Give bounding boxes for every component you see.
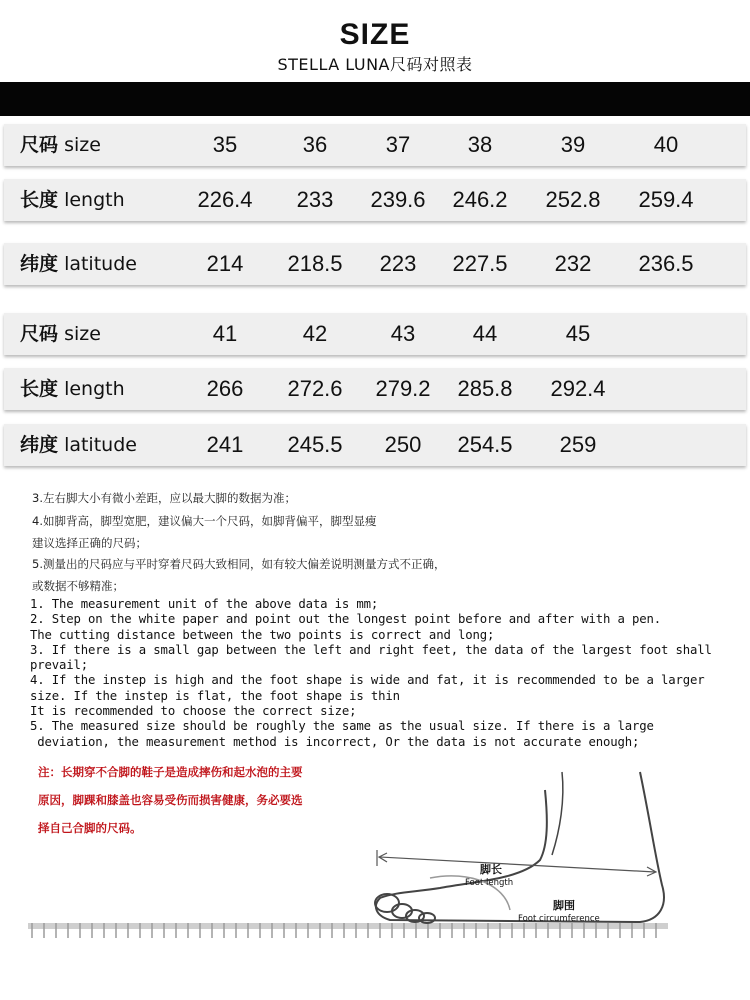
foot-outline [375,772,664,923]
note-en-line: It is recommended to choose the correct size; [30,704,357,719]
row-label: 纬度 latitude [20,253,137,275]
size-cell: 36 [302,132,328,157]
ruler [28,923,668,938]
warning-line: 注：长期穿不合脚的鞋子是造成摔伤和起水泡的主要 [38,765,303,779]
latitude-row-1 [4,243,746,285]
row-label: 长度 length [20,378,125,400]
latitude-cell: 245.5 [287,432,343,457]
note-en-line: deviation, the measurement method is incorrect, Or the data is not accurate enough; [30,734,640,749]
length-cell: 246.2 [452,187,508,212]
latitude-cell: 218.5 [287,251,343,276]
size-row-2 [4,313,746,355]
size-cell: 44 [472,321,498,346]
header-bar [0,82,750,116]
foot-length-arrow [377,850,656,876]
note-zh-3: 3.左右脚大小有微小差距，应以最大脚的数据为准； [32,491,296,505]
note-en-line: prevail; [30,658,89,673]
note-zh-5: 5.测量出的尺码应与平时穿着尺码大致相同，如有较大偏差说明测量方式不正确， [32,557,446,571]
note-en-line: 5. The measured size should be roughly the same as the usual size. If there is a large [30,719,654,734]
latitude-cell: 232 [554,251,592,276]
length-cell: 292.4 [550,376,606,401]
size-row-1 [4,124,746,166]
size-cell: 41 [212,321,238,346]
latitude-cell: 241 [206,432,244,457]
latitude-cell: 214 [206,251,244,276]
row-label: 尺码 size [20,134,101,156]
foot-circumference-label-zh: 脚围 [553,899,575,912]
note-en-line: 1. The measurement unit of the above data is mm; [30,597,379,611]
length-row-1 [4,179,746,221]
length-cell: 266 [206,376,244,401]
foot-measurement-diagram [0,760,750,1000]
size-cell: 42 [302,321,328,346]
note-zh-5-cont: 或数据不够精准； [32,579,124,593]
note-en-line: 2. Step on the white paper and point out the longest point before and after with a pen. [30,612,662,627]
size-cell: 40 [653,132,679,157]
latitude-cell: 236.5 [638,251,694,276]
latitude-row-2 [4,424,746,466]
row-label: 纬度 latitude [20,434,137,456]
size-cell: 38 [467,132,493,157]
length-cell: 272.6 [287,376,343,401]
row-label: 长度 length [20,189,125,211]
size-cell: 35 [212,132,238,157]
length-cell: 252.8 [545,187,601,212]
latitude-cell: 259 [559,432,597,457]
page-subtitle: STELLA LUNA尺码对照表 [277,55,473,74]
warning-line: 原因，脚踝和膝盖也容易受伤而损害健康，务必要选 [38,793,303,807]
row-label: 尺码 size [20,323,101,345]
note-en-line: The cutting distance between the two points is correct and long; [30,627,495,642]
latitude-cell: 254.5 [457,432,513,457]
length-cell: 233 [296,187,334,212]
length-row-2 [4,368,746,410]
page-title: SIZE [339,18,411,51]
latitude-cell: 223 [379,251,417,276]
length-cell: 239.6 [370,187,426,212]
latitude-cell: 250 [384,432,422,457]
note-en-line: 4. If the instep is high and the foot shape is wide and fat, it is recommended to be a larger [30,673,705,688]
note-en-line: 3. If there is a small gap between the left and right feet, the data of the largest foot shall [30,642,712,657]
note-zh-4-cont: 建议选择正确的尺码； [32,536,147,550]
latitude-cell: 227.5 [452,251,508,276]
length-cell: 226.4 [197,187,253,212]
foot-circumference-label-en: Foot circumference [518,914,600,924]
length-cell: 279.2 [375,376,431,401]
warning-line: 择自己合脚的尺码。 [38,821,142,835]
notes-en [30,597,730,750]
size-cell: 37 [385,132,411,157]
note-en-line: size. If the instep is flat, the foot shape is thin [30,688,400,703]
size-cell: 43 [390,321,416,346]
note-zh-4: 4.如脚背高，脚型宽肥，建议偏大一个尺码，如脚背偏平，脚型显瘦 [32,514,377,528]
length-cell: 259.4 [638,187,694,212]
length-cell: 285.8 [457,376,513,401]
size-cell: 45 [565,321,591,346]
size-cell: 39 [560,132,586,157]
foot-length-label-en: Foot length [465,878,514,888]
foot-length-label-zh: 脚长 [480,863,502,876]
